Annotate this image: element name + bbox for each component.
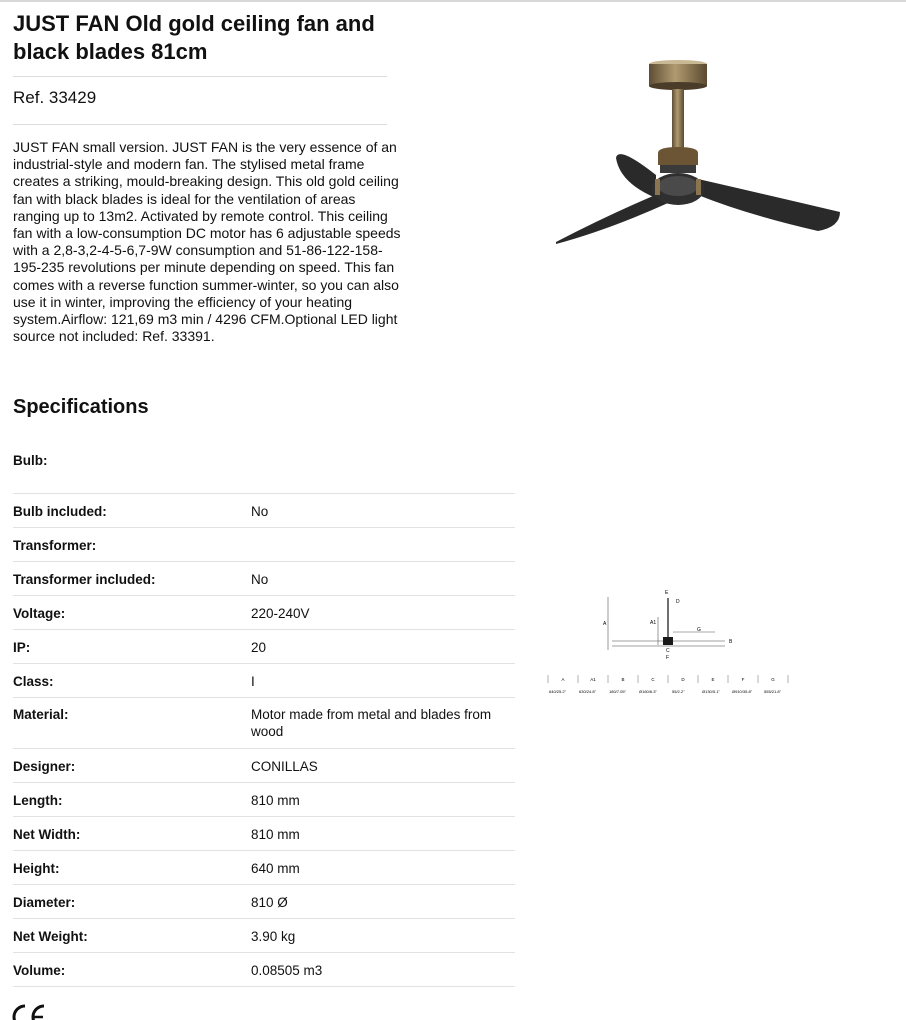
ce-mark-icon — [10, 998, 50, 1020]
spec-label: Designer: — [13, 759, 76, 774]
label-a1: A1 — [650, 620, 657, 626]
spec-row — [13, 953, 515, 987]
spec-label: Height: — [13, 861, 60, 876]
dim-value: 640/25.2" — [549, 689, 566, 694]
spec-row — [13, 494, 515, 528]
dim-label-b: B — [621, 677, 625, 682]
dim-value: Ø130/5.1" — [702, 689, 720, 694]
spec-value: CONILLAS — [251, 759, 318, 774]
dim-value: 55/2.2" — [672, 689, 685, 694]
label-g: G — [697, 627, 701, 633]
spec-row — [13, 698, 515, 749]
product-description: JUST FAN small version. JUST FAN is the very essence of an industrial-style and modern fan. The stylised metal frame creates a striking, mould-breaking design. This old gold ceiling fan with black blades is ideal for the ventilation of areas ranging up to 13m2. Activated by remote control. This ceiling fan with a low-consumption DC motor has 6 adjustable speeds with a 2,8-3,2-4-5-6,7-9W consumption and 51-86-122-158-195-235 revolutions per minute depending on speed. This fan comes with a reverse function summer-winter, so you can also use it in winter, improving the efficiency of your heating system.Airflow: 121,69 m3 min / 4296 CFM.Optional LED light source not included: Ref. 33391. — [13, 139, 401, 345]
dim-label-d: D — [681, 677, 685, 682]
spec-label: Volume: — [13, 963, 66, 978]
spec-row — [13, 528, 515, 562]
dim-label-g: G — [771, 677, 775, 682]
spec-value: 0.08505 m3 — [251, 963, 323, 978]
spec-row — [13, 442, 515, 494]
label-c: C — [666, 648, 670, 654]
spec-row — [13, 817, 515, 851]
spec-value: 810 mm — [251, 793, 300, 808]
spec-label: IP: — [13, 640, 31, 655]
spec-value: 810 Ø — [251, 895, 288, 910]
spec-row — [13, 596, 515, 630]
spec-value: 220-240V — [251, 606, 310, 621]
spec-row — [13, 630, 515, 664]
label-f: F — [666, 655, 670, 661]
product-reference: Ref. 33429 — [13, 88, 97, 107]
spec-label: Material: — [13, 707, 69, 722]
title-divider — [13, 76, 387, 77]
dim-label-a1: A1 — [590, 677, 596, 682]
label-d: D — [676, 599, 680, 605]
spec-value: 20 — [251, 640, 267, 655]
spec-label: Bulb: — [13, 453, 48, 468]
spec-label: Transformer included: — [13, 572, 156, 587]
spec-value: No — [251, 572, 269, 587]
spec-label: Net Weight: — [13, 929, 88, 944]
spec-row — [13, 783, 515, 817]
spec-label: Bulb included: — [13, 504, 107, 519]
dim-label-c: C — [651, 677, 655, 682]
dimensions-diagram — [545, 585, 795, 700]
dim-value: Ø160/6.3" — [639, 689, 657, 694]
ceiling-fan-photo — [548, 55, 848, 255]
specifications-heading: Specifications — [13, 396, 149, 418]
spec-row — [13, 885, 515, 919]
spec-row — [13, 919, 515, 953]
specifications-table — [13, 442, 515, 987]
spec-label: Length: — [13, 793, 63, 808]
label-a: A — [603, 621, 607, 627]
dim-label-a: A — [561, 677, 565, 682]
label-e: E — [665, 590, 669, 596]
spec-label: Transformer: — [13, 538, 97, 553]
spec-value: 810 mm — [251, 827, 300, 842]
dim-value: Ø910/35.8" — [732, 689, 753, 694]
spec-label: Diameter: — [13, 895, 76, 910]
dim-label-f: F — [741, 677, 745, 682]
spec-value: Motor made from metal and blades from wood — [251, 707, 492, 739]
dim-value: 180/7.05" — [609, 689, 626, 694]
spec-value: No — [251, 504, 269, 519]
spec-row — [13, 851, 515, 885]
dim-label-e: E — [711, 677, 715, 682]
spec-row — [13, 562, 515, 596]
ref-divider — [13, 124, 387, 125]
dim-value: 630/24.8" — [579, 689, 596, 694]
spec-row — [13, 664, 515, 698]
spec-label: Voltage: — [13, 606, 66, 621]
spec-label: Net Width: — [13, 827, 81, 842]
spec-row — [13, 749, 515, 783]
label-b: B — [729, 639, 733, 645]
spec-value: 640 mm — [251, 861, 300, 876]
spec-label: Class: — [13, 674, 54, 689]
top-border — [0, 0, 906, 2]
dim-value: 555/21.8" — [764, 689, 781, 694]
spec-value: I — [251, 674, 255, 689]
spec-value: 3.90 kg — [251, 929, 296, 944]
product-title: JUST FAN Old gold ceiling fan and black blades 81cm — [13, 11, 375, 64]
